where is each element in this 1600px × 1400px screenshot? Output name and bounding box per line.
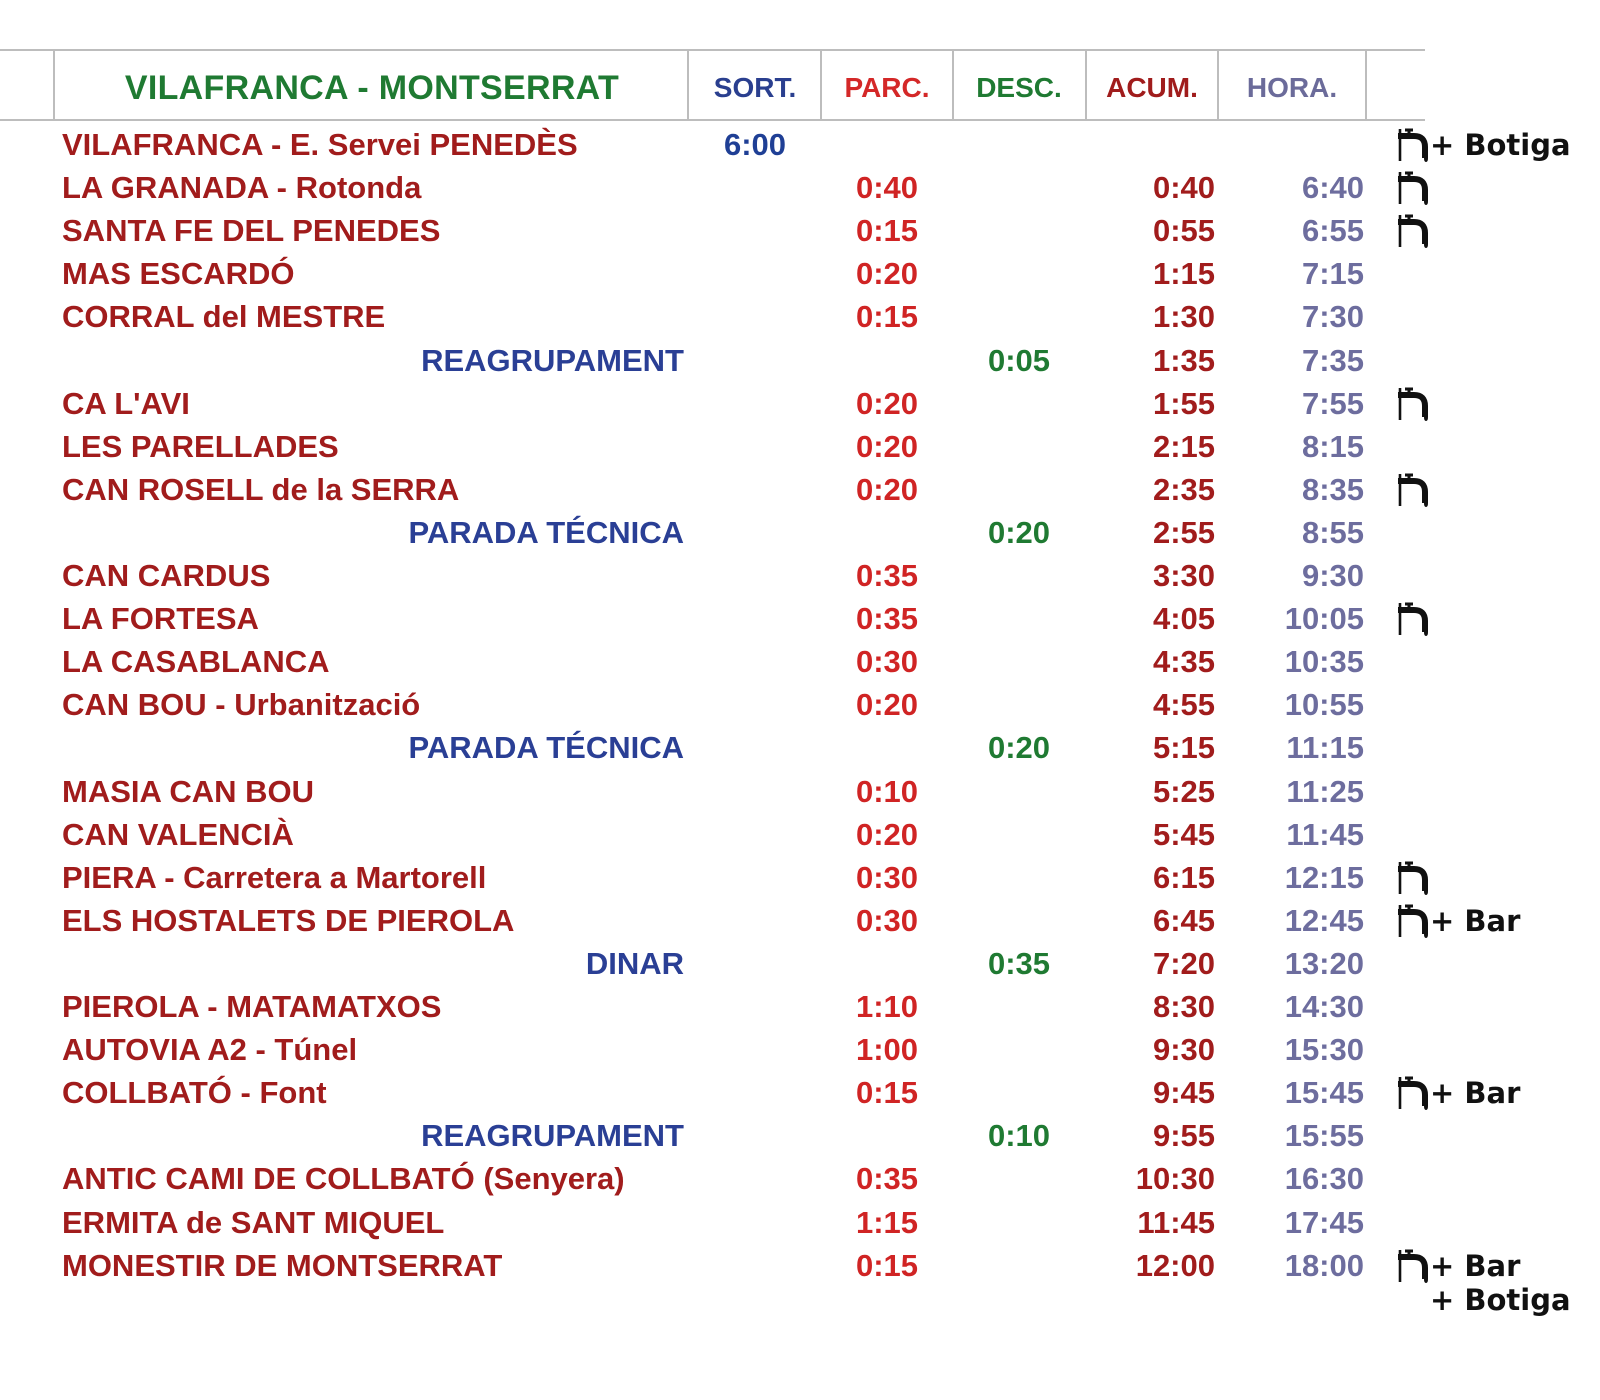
- water-tap-icon: [1398, 127, 1430, 163]
- acumulat-time: 12:00: [1135, 1247, 1215, 1283]
- parcial-time: 0:15: [855, 1075, 919, 1111]
- table-row: [0, 554, 1600, 598]
- place-name: MAS ESCARDÓ: [62, 256, 295, 292]
- column-header-sortida: SORT.: [713, 72, 797, 103]
- table-row: [0, 683, 1600, 727]
- parcial-time: 0:20: [855, 471, 919, 507]
- parcial-time: 0:30: [855, 644, 919, 680]
- acumulat-time: 5:25: [1152, 773, 1215, 809]
- acumulat-time: 11:45: [1137, 1204, 1215, 1240]
- water-tap-icon: [1398, 1075, 1430, 1111]
- water-tap-icon: [1398, 903, 1430, 939]
- parcial-time: 0:35: [855, 601, 919, 637]
- parcial-time: 0:15: [855, 299, 919, 335]
- service-note: + Botiga: [1430, 128, 1571, 162]
- water-tap-icon: [1398, 127, 1430, 163]
- place-name: CAN BOU - Urbanització: [62, 687, 421, 723]
- table-row: [0, 252, 1600, 296]
- place-name: PIERA - Carretera a Martorell: [62, 859, 487, 895]
- event-row: [0, 339, 1600, 383]
- place-name: CORRAL del MESTRE: [62, 299, 386, 335]
- place-name: LA FORTESA: [62, 601, 259, 637]
- acumulat-time: 0:40: [1152, 170, 1215, 206]
- place-name: ELS HOSTALETS DE PIEROLA: [62, 902, 515, 938]
- water-tap-icon: [1398, 386, 1430, 422]
- event-name: PARADA TÉCNICA: [408, 730, 684, 766]
- hora-time: 10:05: [1284, 601, 1364, 637]
- acumulat-time: 10:30: [1135, 1161, 1215, 1197]
- hora-time: 11:25: [1286, 773, 1364, 809]
- hora-time: 12:15: [1284, 859, 1364, 895]
- acumulat-time: 6:45: [1152, 902, 1215, 938]
- event-row: [0, 1114, 1600, 1158]
- table-row: [0, 123, 1600, 167]
- hora-time: 6:55: [1301, 213, 1364, 249]
- hora-time: 8:55: [1301, 514, 1364, 550]
- header-divider: [1365, 50, 1367, 120]
- table-row: [0, 640, 1600, 684]
- place-name: ERMITA de SANT MIQUEL: [62, 1204, 445, 1240]
- table-row: [0, 899, 1600, 943]
- table-row: [0, 1028, 1600, 1072]
- parcial-time: 0:15: [855, 213, 919, 249]
- descans-time: 0:05: [987, 342, 1051, 378]
- water-tap-icon: [1398, 860, 1430, 896]
- parcial-time: 0:35: [855, 558, 919, 593]
- parcial-time: 0:40: [855, 170, 919, 206]
- hora-time: 10:55: [1284, 687, 1364, 723]
- hora-time: 11:15: [1286, 730, 1364, 766]
- hora-time: 10:35: [1284, 644, 1364, 680]
- parcial-time: 0:20: [855, 256, 919, 292]
- acumulat-time: 6:15: [1152, 859, 1215, 895]
- acumulat-time: 9:45: [1152, 1075, 1215, 1111]
- place-name: CAN ROSELL de la SERRA: [62, 471, 460, 507]
- table-row: [0, 425, 1600, 469]
- table-row: [0, 295, 1600, 339]
- water-tap-icon: [1398, 213, 1430, 249]
- water-tap-icon: [1398, 1248, 1430, 1284]
- place-name: VILAFRANCA - E. Servei PENEDÈS: [62, 127, 578, 162]
- water-tap-icon: [1398, 1248, 1430, 1284]
- column-header-acumulat: ACUM.: [1106, 72, 1198, 103]
- hora-time: 11:45: [1286, 816, 1364, 852]
- acumulat-time: 9:30: [1152, 1032, 1215, 1068]
- water-tap-icon: [1398, 472, 1430, 508]
- parcial-time: 0:20: [855, 687, 919, 723]
- table-row: [0, 166, 1600, 210]
- acumulat-time: 5:45: [1152, 816, 1215, 852]
- hora-time: 7:15: [1301, 256, 1364, 292]
- acumulat-time: 9:55: [1152, 1118, 1215, 1154]
- table-row: [0, 1071, 1600, 1115]
- acumulat-time: 1:30: [1152, 299, 1215, 335]
- place-name: AUTOVIA A2 - Túnel: [62, 1032, 358, 1068]
- descans-time: 0:35: [987, 945, 1051, 981]
- table-row: [0, 813, 1600, 857]
- hora-time: 14:30: [1284, 989, 1364, 1024]
- hora-time: 16:30: [1284, 1161, 1364, 1197]
- acumulat-time: 2:55: [1152, 514, 1215, 550]
- route-title: VILAFRANCA - MONTSERRAT: [124, 69, 620, 107]
- water-tap-icon: [1398, 601, 1430, 637]
- hora-time: 7:30: [1301, 299, 1364, 335]
- water-tap-icon: [1398, 601, 1430, 637]
- acumulat-time: 7:20: [1152, 945, 1215, 981]
- table-row: [0, 985, 1600, 1029]
- table-row: [0, 770, 1600, 814]
- place-name: LA CASABLANCA: [62, 644, 330, 680]
- parcial-time: 1:00: [855, 1032, 919, 1068]
- hora-time: 7:35: [1301, 342, 1364, 378]
- place-name: LES PARELLADES: [62, 428, 339, 464]
- water-tap-icon: [1398, 170, 1430, 206]
- acumulat-time: 8:30: [1152, 989, 1215, 1024]
- event-name: REAGRUPAMENT: [421, 1118, 684, 1154]
- place-name: CAN CARDUS: [62, 558, 271, 593]
- hora-time: 15:30: [1284, 1032, 1364, 1068]
- descans-time: 0:20: [987, 730, 1051, 766]
- column-header-descans: DESC.: [976, 72, 1062, 103]
- water-tap-icon: [1398, 213, 1430, 249]
- water-tap-icon: [1398, 903, 1430, 939]
- place-name: MASIA CAN BOU: [62, 773, 315, 809]
- table-row: [0, 856, 1600, 900]
- place-name: SANTA FE DEL PENEDES: [62, 213, 441, 249]
- acumulat-time: 2:35: [1152, 471, 1215, 507]
- water-tap-icon: [1398, 1075, 1430, 1111]
- water-tap-icon: [1398, 170, 1430, 206]
- event-row: [0, 511, 1600, 555]
- service-note: + Bar: [1430, 1076, 1521, 1111]
- table-row: [0, 209, 1600, 253]
- header-top-rule: [0, 49, 1425, 51]
- acumulat-time: 4:55: [1152, 687, 1215, 723]
- place-name: PIEROLA - MATAMATXOS: [62, 989, 442, 1024]
- service-note: + Bar: [1430, 1248, 1521, 1283]
- sortida-time: 6:00: [723, 127, 787, 162]
- water-tap-icon: [1398, 386, 1430, 422]
- hora-time: 18:00: [1284, 1247, 1364, 1283]
- place-name: ANTIC CAMI DE COLLBATÓ (Senyera): [62, 1161, 625, 1197]
- acumulat-time: 3:30: [1152, 558, 1215, 593]
- service-note: + Bar: [1430, 903, 1521, 938]
- table-row: [0, 1157, 1600, 1201]
- event-row: [0, 726, 1600, 770]
- parcial-time: 1:10: [855, 989, 919, 1024]
- acumulat-time: 1:15: [1152, 256, 1215, 292]
- column-header-parcial: PARC.: [844, 72, 930, 103]
- acumulat-time: 1:35: [1152, 342, 1215, 378]
- table-row: [0, 597, 1600, 641]
- hora-time: 13:20: [1284, 945, 1364, 981]
- place-name: CA L'AVI: [62, 385, 190, 421]
- hora-time: 17:45: [1284, 1204, 1364, 1240]
- hora-time: 9:30: [1301, 558, 1364, 593]
- acumulat-time: 1:55: [1152, 385, 1215, 421]
- acumulat-time: 0:55: [1152, 213, 1215, 249]
- table-row: [0, 1244, 1600, 1317]
- water-tap-icon: [1398, 860, 1430, 896]
- parcial-time: 0:20: [855, 428, 919, 464]
- table-row: [0, 1201, 1600, 1245]
- place-name: MONESTIR DE MONTSERRAT: [62, 1247, 503, 1283]
- acumulat-time: 4:35: [1152, 644, 1215, 680]
- descans-time: 0:10: [987, 1118, 1051, 1154]
- place-name: LA GRANADA - Rotonda: [62, 170, 422, 206]
- parcial-time: 0:30: [855, 859, 919, 895]
- parcial-time: 0:20: [855, 816, 919, 852]
- parcial-time: 0:30: [855, 902, 919, 938]
- column-header-hora: HORA.: [1246, 72, 1338, 103]
- hora-time: 8:35: [1301, 471, 1364, 507]
- place-name: CAN VALENCIÀ: [62, 816, 294, 852]
- parcial-time: 0:35: [855, 1161, 919, 1197]
- hora-time: 8:15: [1301, 428, 1364, 464]
- hora-time: 15:55: [1284, 1118, 1364, 1154]
- parcial-time: 0:10: [855, 773, 919, 809]
- descans-time: 0:20: [987, 514, 1051, 550]
- table-row: [0, 468, 1600, 512]
- acumulat-time: 2:15: [1152, 428, 1215, 464]
- parcial-time: 1:15: [855, 1204, 919, 1240]
- place-name: COLLBATÓ - Font: [62, 1075, 327, 1111]
- event-row: [0, 942, 1600, 986]
- hora-time: 15:45: [1284, 1075, 1364, 1111]
- parcial-time: 0:15: [855, 1247, 919, 1283]
- hora-time: 6:40: [1301, 170, 1364, 206]
- event-name: DINAR: [585, 945, 684, 981]
- hora-time: 7:55: [1301, 385, 1364, 421]
- event-name: REAGRUPAMENT: [421, 342, 684, 378]
- parcial-time: 0:20: [855, 385, 919, 421]
- acumulat-time: 5:15: [1152, 730, 1215, 766]
- service-note: + Botiga: [1430, 1282, 1571, 1317]
- hora-time: 12:45: [1284, 902, 1364, 938]
- event-name: PARADA TÉCNICA: [408, 514, 684, 550]
- water-tap-icon: [1398, 472, 1430, 508]
- acumulat-time: 4:05: [1152, 601, 1215, 637]
- header-divider: [53, 50, 55, 120]
- table-row: [0, 382, 1600, 426]
